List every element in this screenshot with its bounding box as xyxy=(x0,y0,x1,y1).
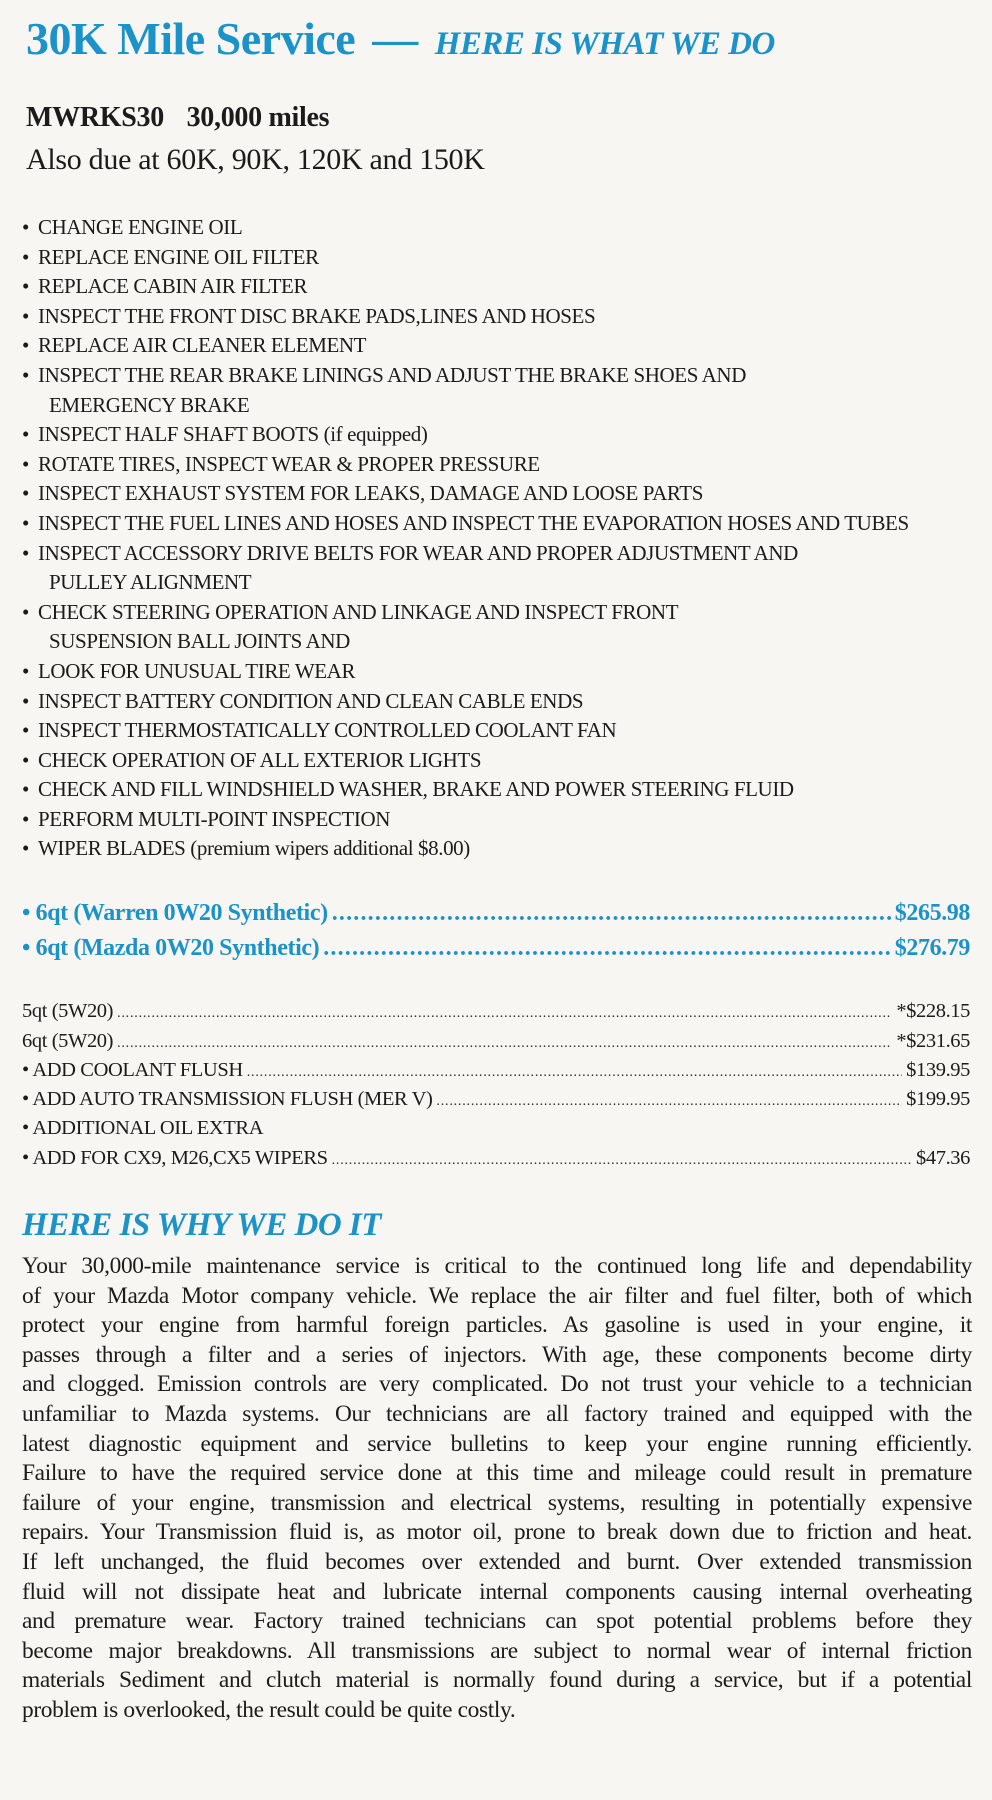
task-text: WIPER BLADES (premium wipers additional $8.00) xyxy=(38,836,470,861)
price-label: • ADD COOLANT FLUSH xyxy=(22,1059,243,1081)
task-item xyxy=(22,716,982,746)
bullet-icon: • xyxy=(22,836,29,861)
task-text: INSPECT THE REAR BRAKE LININGS AND ADJUST THE BRAKE SHOES AND xyxy=(38,362,746,387)
bullet-icon: • xyxy=(22,806,29,831)
service-mileage: 30,000 miles xyxy=(186,102,330,133)
page-title xyxy=(26,12,775,65)
paragraph-line: and premature wear. Factory trained technicians can spot potential problems before they xyxy=(22,1608,972,1635)
bullet-icon: • xyxy=(22,718,29,743)
task-item xyxy=(22,361,982,420)
task-item xyxy=(22,746,982,776)
bullet-icon: • xyxy=(22,274,29,299)
paragraph-line: become major breakdowns. All transmissions are subject to normal wear of internal friction xyxy=(22,1637,972,1664)
price-value: *$231.65 xyxy=(896,1030,970,1052)
price-value: $47.36 xyxy=(916,1147,970,1169)
task-text: INSPECT HALF SHAFT BOOTS (if equipped) xyxy=(38,422,428,447)
task-text: REPLACE AIR CLEANER ELEMENT xyxy=(38,333,367,358)
bullet-icon: • xyxy=(22,451,29,476)
dot-leader xyxy=(117,1030,892,1053)
why-section-title: HERE IS WHY WE DO IT xyxy=(22,1207,381,1243)
task-item xyxy=(22,420,982,450)
bullet-icon: • xyxy=(22,777,29,802)
task-text-continued: PULLEY ALIGNMENT xyxy=(49,570,252,595)
paragraph-line: Failure to have the required service done at this time and mileage could result in premature xyxy=(22,1460,972,1487)
task-text: PERFORM MULTI-POINT INSPECTION xyxy=(38,806,391,831)
paragraph-line: and clogged. Emission controls are very complicated. Do not trust your vehicle to a technician xyxy=(22,1371,972,1398)
price-row xyxy=(22,1088,970,1111)
task-text: CHECK STEERING OPERATION AND LINKAGE AND INSPECT FRONT xyxy=(38,599,679,624)
price-value: *$228.15 xyxy=(896,1000,970,1022)
price-value: $139.95 xyxy=(906,1059,970,1081)
task-item xyxy=(22,479,982,509)
task-text: LOOK FOR UNUSUAL TIRE WEAR xyxy=(38,658,356,683)
paragraph-line: problem is overlooked, the result could be quite costly. xyxy=(22,1696,516,1723)
task-text: INSPECT ACCESSORY DRIVE BELTS FOR WEAR AND PROPER ADJUSTMENT AND xyxy=(38,540,798,565)
service-code: MWRKS30 xyxy=(26,102,164,133)
task-item xyxy=(22,775,982,805)
paragraph-line: If left unchanged, the fluid becomes over extended and burnt. Over extended transmission xyxy=(22,1548,972,1575)
price-row xyxy=(22,1030,970,1053)
task-text: INSPECT THE FUEL LINES AND HOSES AND INSPECT THE EVAPORATION HOSES AND TUBES xyxy=(38,510,909,535)
bullet-icon: • xyxy=(22,362,29,387)
task-item xyxy=(22,213,982,243)
price-label: • ADDITIONAL OIL EXTRA xyxy=(22,1117,264,1139)
paragraph-line: repairs. Your Transmission fluid is, as motor oil, prone to break down due to friction and heat. xyxy=(22,1519,972,1546)
price-label: 5qt (5W20) xyxy=(22,1000,114,1022)
task-item xyxy=(22,331,982,361)
bullet-icon: • xyxy=(22,688,29,713)
price-label: • ADD FOR CX9, M26,CX5 WIPERS xyxy=(22,1147,328,1169)
price-value: $199.95 xyxy=(906,1088,970,1110)
price-row xyxy=(22,1117,970,1140)
why-section-body xyxy=(22,1252,972,1726)
dot-leader xyxy=(332,900,891,927)
paragraph-line: fluid will not dissipate heat and lubricate internal components causing internal overheating xyxy=(22,1578,972,1605)
paragraph-line: unfamiliar to Mazda systems. Our technicians are all factory trained and equipped with the xyxy=(22,1400,972,1427)
task-item xyxy=(22,539,982,598)
bullet-icon: • xyxy=(22,422,29,447)
task-item xyxy=(22,450,982,480)
paragraph-line: failure of your engine, transmission and electrical systems, resulting in potentially expensive xyxy=(22,1489,972,1516)
bullet-icon: • xyxy=(22,658,29,683)
task-text-continued: SUSPENSION BALL JOINTS AND xyxy=(49,629,350,654)
bullet-icon: • xyxy=(22,333,29,358)
task-text: CHECK OPERATION OF ALL EXTERIOR LIGHTS xyxy=(38,747,482,772)
price-label: 6qt (5W20) xyxy=(22,1030,114,1052)
task-text: INSPECT BATTERY CONDITION AND CLEAN CABLE ENDS xyxy=(38,688,584,713)
dot-leader xyxy=(436,1088,902,1111)
task-item xyxy=(22,598,982,657)
bullet-icon: • xyxy=(22,481,29,506)
task-item xyxy=(22,834,982,864)
bullet-icon: • xyxy=(22,303,29,328)
task-list xyxy=(22,213,982,864)
price-label: • ADD AUTO TRANSMISSION FLUSH (MER V) xyxy=(22,1088,433,1110)
task-item xyxy=(22,805,982,835)
price-row xyxy=(22,1147,970,1170)
dot-leader xyxy=(117,1000,892,1023)
dot-leader xyxy=(323,935,891,962)
paragraph-line: materials Sediment and clutch material is normally found during a service, but if a potential xyxy=(22,1667,972,1694)
bullet-icon: • xyxy=(22,244,29,269)
dot-leader xyxy=(332,1147,912,1170)
price-value: $265.98 xyxy=(894,900,970,926)
featured-price-row xyxy=(22,900,970,927)
title-main: 30K Mile Service xyxy=(26,13,356,64)
bullet-icon: • xyxy=(22,747,29,772)
task-text: INSPECT THE FRONT DISC BRAKE PADS,LINES AND HOSES xyxy=(38,303,596,328)
bullet-icon: • xyxy=(22,599,29,624)
service-code-line xyxy=(26,102,329,134)
dot-leader xyxy=(247,1059,902,1082)
title-dash: — xyxy=(372,13,418,64)
task-item xyxy=(22,509,982,539)
price-value: $276.79 xyxy=(894,935,970,961)
task-item xyxy=(22,687,982,717)
paragraph-line: Your 30,000-mile maintenance service is critical to the continued long life and dependability xyxy=(22,1253,972,1279)
task-item xyxy=(22,272,982,302)
task-text: INSPECT EXHAUST SYSTEM FOR LEAKS, DAMAGE AND LOOSE PARTS xyxy=(38,481,703,506)
task-item xyxy=(22,657,982,687)
paragraph-line: of your Mazda Motor company vehicle. We replace the air filter and fuel filter, both of which xyxy=(22,1282,972,1309)
task-text: REPLACE CABIN AIR FILTER xyxy=(38,274,308,299)
price-label: • 6qt (Mazda 0W20 Synthetic) xyxy=(22,935,320,961)
title-subtitle: HERE IS WHAT WE DO xyxy=(434,26,775,62)
task-text: REPLACE ENGINE OIL FILTER xyxy=(38,244,319,269)
task-item xyxy=(22,243,982,273)
paragraph-line: latest diagnostic equipment and service bulletins to keep your engine running efficiently. xyxy=(22,1430,972,1457)
task-text: ROTATE TIRES, INSPECT WEAR & PROPER PRESSURE xyxy=(38,451,540,476)
paragraph-line: passes through a filter and a series of injectors. With age, these components become dirty xyxy=(22,1341,972,1368)
price-row xyxy=(22,1000,970,1023)
featured-price-row xyxy=(22,935,970,962)
task-text: CHANGE ENGINE OIL xyxy=(38,215,243,239)
task-text: CHECK AND FILL WINDSHIELD WASHER, BRAKE AND POWER STEERING FLUID xyxy=(38,777,794,802)
bullet-icon: • xyxy=(22,510,29,535)
task-item xyxy=(22,302,982,332)
paragraph-line: protect your engine from harmful foreign particles. As gasoline is used in your engine, it xyxy=(22,1312,972,1339)
task-text: INSPECT THERMOSTATICALLY CONTROLLED COOLANT FAN xyxy=(38,718,617,743)
price-label: • 6qt (Warren 0W20 Synthetic) xyxy=(22,900,328,926)
bullet-icon: • xyxy=(22,540,29,565)
price-row xyxy=(22,1059,970,1082)
task-text-continued: EMERGENCY BRAKE xyxy=(49,392,250,417)
also-due-line: Also due at 60K, 90K, 120K and 150K xyxy=(26,143,485,176)
bullet-icon: • xyxy=(22,215,29,239)
